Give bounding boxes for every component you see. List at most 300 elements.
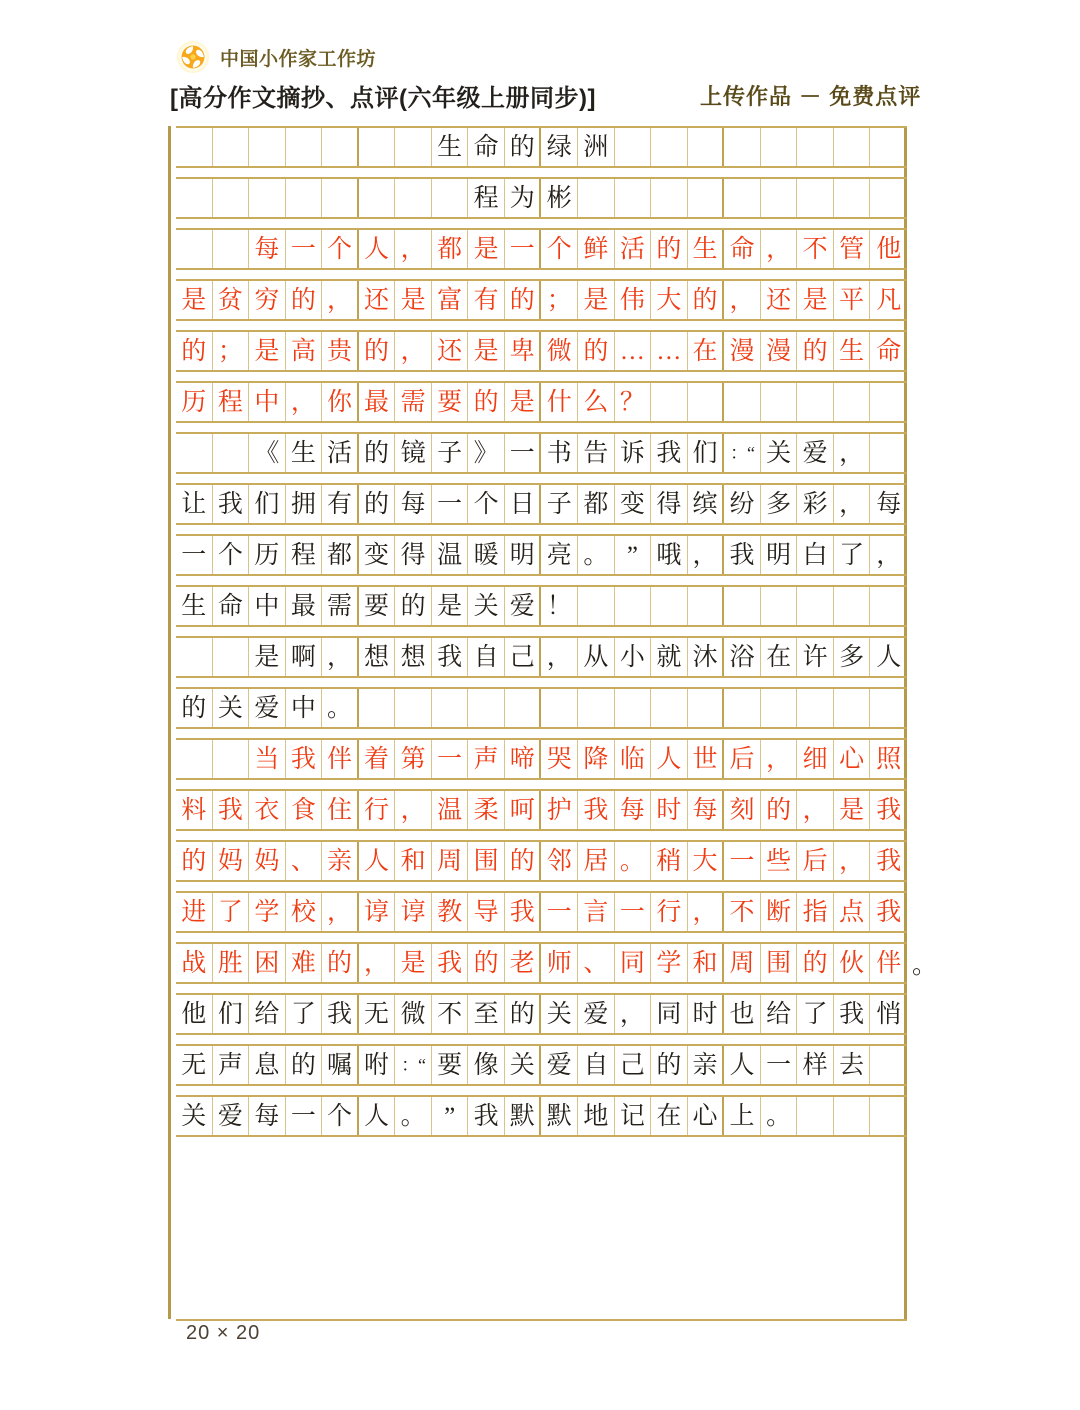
grid-cell: 命 [468,128,505,166]
grid-cell: 诉 [615,434,652,472]
grid-cell: 有 [468,281,505,319]
grid-cell: 了 [797,995,834,1033]
grid-cell: 呵 [505,791,542,829]
grid-cell [651,128,688,166]
grid-cell: 命 [876,337,902,365]
grid-cell: 和 [395,842,432,880]
grid-cell: 爱 [578,995,615,1033]
grid-cell: 管 [834,230,871,268]
grid-cell: 的 [505,995,542,1033]
grid-cell [834,587,871,625]
grid-cell: ：“ [395,1046,432,1084]
grid-cell: 啼 [505,740,542,778]
hanging-punctuation: 。 [912,952,938,979]
grid-cell: 多 [761,485,798,523]
grid-cell: 记 [615,1097,652,1135]
grid-cell: 穷 [249,281,286,319]
grid-row [171,330,904,381]
grid-cell: 导 [468,893,505,931]
grid-row [171,942,938,993]
grid-cell: ， [797,791,834,829]
grid-cell: 的 [286,1046,323,1084]
grid-cell: 临 [615,740,652,778]
grid-cell: 生 [834,332,871,370]
grid-cell: 行 [651,893,688,931]
grid-cell: 要 [359,587,396,625]
grid-cell: 像 [468,1046,505,1084]
grid-cell: 围 [468,842,505,880]
grid-cell: 在 [688,332,725,370]
grid-row [171,381,904,432]
grid-cell: 洲 [578,128,615,166]
grid-cell [761,587,798,625]
grid-row-gap [176,423,907,432]
grid-cell: 个 [468,485,505,523]
grid-cell: 一 [286,230,323,268]
grid-cell: ， [395,230,432,268]
grid-cell: 沐 [688,638,725,676]
grid-cell [834,689,871,727]
grid-cell: 们 [249,485,286,523]
grid-row-cells [176,381,907,423]
grid-cell: 谆 [395,893,432,931]
grid-cell: 爱 [249,689,286,727]
grid-cell: 第 [395,740,432,778]
grid-cell: 的 [505,281,542,319]
grid-cell: 周 [724,944,761,982]
grid-cell [249,128,286,166]
grid-cell: 妈 [249,842,286,880]
swirl-logo-icon [176,40,210,74]
grid-cell: 在 [651,1097,688,1135]
grid-cell: 是 [432,587,469,625]
grid-cell: 爱 [213,1097,250,1135]
grid-cell: 都 [578,485,615,523]
grid-cell [797,587,834,625]
grid-row-gap [176,576,907,585]
grid-cell: ； [213,332,250,370]
grid-cell [395,179,432,217]
grid-cell: 默 [505,1097,542,1135]
grid-cell: 《 [249,434,286,472]
grid-row-gap [176,678,907,687]
grid-cell: 和 [688,944,725,982]
grid-cell [834,128,871,166]
grid-cell: 照 [876,745,902,773]
grid-cell: 的 [359,485,396,523]
grid-cell: 伴 [876,949,902,977]
grid-cell: 悄 [876,1000,902,1028]
grid-cell: 许 [797,638,834,676]
grid-cell: 邻 [541,842,578,880]
grid-cell: 了 [213,893,250,931]
grid-cell: 一 [286,1097,323,1135]
grid-cell: 的 [578,332,615,370]
grid-cell: 还 [359,281,396,319]
grid-cell [176,434,213,472]
grid-cell: 哦 [651,536,688,574]
grid-cell: ， [834,434,871,472]
grid-row-gap [176,1137,907,1146]
grid-cell [870,434,907,472]
grid-row [171,636,904,687]
grid-cell: 程 [286,536,323,574]
grid-cell: 个 [322,1097,359,1135]
grid-cell: 个 [322,230,359,268]
grid-cell: 不 [724,893,761,931]
grid-cell: 一 [432,485,469,523]
grid-cell: 变 [615,485,652,523]
grid-cell: 给 [249,995,286,1033]
grid-cell: 鲜 [578,230,615,268]
grid-cell [615,587,652,625]
grid-cell: ， [834,842,871,880]
grid-row [171,483,904,534]
grid-cell: 周 [432,842,469,880]
grid-cell: 一 [724,842,761,880]
grid-cell [578,179,615,217]
grid-cell: 伙 [834,944,871,982]
grid-cell: 、 [286,842,323,880]
grid-cell [797,689,834,727]
grid-cell [724,128,761,166]
grid-cell [359,128,396,166]
grid-cell [651,689,688,727]
grid-cell: 人 [359,842,396,880]
grid-row-cells [176,789,907,831]
grid-cell [286,128,323,166]
grid-row [171,789,904,840]
grid-cell [395,689,432,727]
grid-size-label: 20 × 20 [186,1322,261,1344]
grid-cell: 点 [834,893,871,931]
grid-cell: ， [761,230,798,268]
grid-cell: 我 [213,485,250,523]
grid-row [171,279,904,330]
grid-cell [724,587,761,625]
grid-cell: 每 [249,230,286,268]
grid-row-gap [176,933,907,942]
grid-cell: 是 [834,791,871,829]
grid-cell: 一 [505,230,542,268]
grid-cell: ” [432,1097,469,1135]
grid-cell: 后 [724,740,761,778]
grid-cell: 缤 [688,485,725,523]
grid-cell: 同 [651,995,688,1033]
grid-cell: ， [359,944,396,982]
grid-cell: 。 [395,1097,432,1135]
grid-cell [870,689,907,727]
grid-cell [761,179,798,217]
grid-cell: 无 [176,1046,213,1084]
grid-cell: 的 [359,332,396,370]
grid-cell [505,689,542,727]
grid-cell: 的 [505,842,542,880]
grid-cell: 人 [359,1097,396,1135]
grid-cell: 一 [505,434,542,472]
grid-cell [834,1097,871,1135]
grid-cell: ， [395,332,432,370]
grid-cell: 关 [176,1097,213,1135]
grid-cell: 他 [176,995,213,1033]
grid-cell: 稍 [651,842,688,880]
grid-cell [176,230,213,268]
grid-cell: 镜 [395,434,432,472]
grid-row [171,534,904,585]
grid-cell [213,179,250,217]
grid-cell: ， [615,995,652,1033]
grid-cell [578,689,615,727]
grid-cell: 我 [876,847,902,875]
grid-cell: 至 [468,995,505,1033]
grid-cell [870,1097,907,1135]
grid-cell: 的 [651,1046,688,1084]
grid-row [171,228,904,279]
grid-cell: 是 [797,281,834,319]
grid-cell: 贵 [322,332,359,370]
grid-cell: ” [615,536,652,574]
grid-cell: 校 [286,893,323,931]
grid-cell: 温 [432,536,469,574]
grid-cell: 最 [286,587,323,625]
grid-cell: 细 [797,740,834,778]
grid-row-cells [176,993,907,1035]
grid-cell: 的 [797,332,834,370]
grid-cell: 心 [688,1097,725,1135]
grid-cell [322,179,359,217]
grid-cell: 的 [322,944,359,982]
grid-cell: 需 [395,383,432,421]
grid-cell: 子 [432,434,469,472]
grid-row [171,993,904,1044]
grid-cell [761,383,798,421]
grid-row-gap [176,372,907,381]
grid-cell: 高 [286,332,323,370]
grid-cell: 息 [249,1046,286,1084]
grid-cell [724,689,761,727]
grid-cell: 人 [876,643,902,671]
grid-cell: 他 [876,235,902,263]
grid-cell: ， [286,383,323,421]
grid-cell [651,383,688,421]
grid-row-gap [176,729,907,738]
grid-cell: 柔 [468,791,505,829]
grid-cell: 去 [834,1046,871,1084]
grid-cell: ； [541,281,578,319]
grid-cell: 生 [688,230,725,268]
grid-cell: 断 [761,893,798,931]
grid-cell: 当 [249,740,286,778]
grid-cell: 卑 [505,332,542,370]
grid-cell [395,128,432,166]
grid-row-cells [176,840,907,882]
grid-cell: ， [688,893,725,931]
grid-cell [797,128,834,166]
grid-cell: 学 [249,893,286,931]
grid-cell: 每 [249,1097,286,1135]
grid-cell: 程 [213,383,250,421]
grid-cell [176,179,213,217]
grid-cell: 无 [359,995,396,1033]
grid-cell: 。 [322,689,359,727]
grid-row-gap [176,882,907,891]
grid-cell: 命 [213,587,250,625]
grid-cell [432,689,469,727]
grid-cell: 绿 [541,128,578,166]
grid-cell: … [615,332,652,370]
grid-cell [176,740,213,778]
grid-cell [797,1097,834,1135]
grid-cell: 贫 [213,281,250,319]
grid-cell: 最 [359,383,396,421]
grid-row [171,840,904,891]
grid-cell: 哭 [541,740,578,778]
grid-cell: 心 [834,740,871,778]
grid-cell: 是 [578,281,615,319]
grid-cell: 亲 [688,1046,725,1084]
grid-cell: ， [395,791,432,829]
grid-cell: 子 [541,485,578,523]
grid-row-gap [176,321,907,330]
grid-cell: 我 [651,434,688,472]
grid-cell: 的 [797,944,834,982]
grid-cell: 中 [249,587,286,625]
grid-cell: 我 [876,796,902,824]
grid-cell: 妈 [213,842,250,880]
grid-cell [213,128,250,166]
grid-cell: 一 [432,740,469,778]
grid-cell: 关 [468,587,505,625]
grid-row-cells [176,228,907,270]
grid-cell: 居 [578,842,615,880]
grid-cell: 生 [432,128,469,166]
grid-cell: 有 [322,485,359,523]
grid-row-cells [176,279,907,321]
grid-cell: 程 [468,179,505,217]
grid-cell: 》 [468,434,505,472]
grid-row [171,738,904,789]
grid-row [171,891,904,942]
grid-cell: 不 [797,230,834,268]
grid-cell [322,128,359,166]
grid-cell: 爱 [797,434,834,472]
grid-row-cells [176,330,907,372]
grid-cell [834,383,871,421]
grid-row-gap [176,1035,907,1044]
grid-cell: ， [761,740,798,778]
grid-cell [615,689,652,727]
grid-cell: 命 [724,230,761,268]
grid-cell: ， [322,638,359,676]
grid-cell: 样 [797,1046,834,1084]
grid-row-cells [176,177,907,219]
grid-cell: ， [876,541,902,569]
grid-cell: ：“ [724,434,761,472]
grid-cell: 我 [468,1097,505,1135]
grid-cell: 嘱 [322,1046,359,1084]
grid-cell: 的 [176,689,213,727]
grid-cell: 围 [761,944,798,982]
grid-cell: 教 [432,893,469,931]
grid-cell: ， [541,638,578,676]
grid-cell [578,587,615,625]
grid-cell: 多 [834,638,871,676]
grid-row [171,432,904,483]
grid-cell: 关 [505,1046,542,1084]
grid-cell: 着 [359,740,396,778]
grid-cell: 我 [834,995,871,1033]
grid-cell: 还 [761,281,798,319]
grid-row-cells [176,126,907,168]
grid-cell: 彬 [541,179,578,217]
grid-cell: 还 [432,332,469,370]
grid-cell: 们 [213,995,250,1033]
grid-cell [724,383,761,421]
grid-cell: 住 [322,791,359,829]
grid-cell: 的 [176,332,213,370]
grid-cell: 。 [578,536,615,574]
grid-cell [761,128,798,166]
grid-cell: ， [322,893,359,931]
brand-name: 中国小作家工作坊 [220,48,377,70]
grid-cell: 为 [505,179,542,217]
grid-row-gap [176,627,907,636]
grid-cell: 历 [249,536,286,574]
grid-cell: 个 [213,536,250,574]
grid-cell: 温 [432,791,469,829]
grid-cell: 的 [286,281,323,319]
grid-cell: 从 [578,638,615,676]
grid-cell [213,230,250,268]
grid-cell: 降 [578,740,615,778]
grid-cell: 人 [724,1046,761,1084]
grid-cell: 每 [876,490,902,518]
grid-cell: 我 [432,944,469,982]
grid-row-gap [176,168,907,177]
grid-cell: 是 [468,230,505,268]
grid-cell [724,179,761,217]
grid-cell [797,179,834,217]
grid-cell: 生 [286,434,323,472]
grid-cell [761,689,798,727]
grid-cell: 难 [286,944,323,982]
grid-cell: 拥 [286,485,323,523]
grid-row-cells [176,483,907,525]
grid-cell: 活 [322,434,359,472]
grid-cell: ， [688,536,725,574]
grid-cell: 学 [651,944,688,982]
grid-cell: 一 [615,893,652,931]
grid-row-cells [176,432,907,474]
grid-row-gap [176,525,907,534]
grid-cell: 声 [468,740,505,778]
grid-cell: ， [834,485,871,523]
grid-row-gap [176,1086,907,1095]
grid-cell: 要 [432,1046,469,1084]
grid-cell [615,179,652,217]
grid-cell: 料 [176,791,213,829]
grid-cell [870,179,907,217]
grid-cell: 刻 [724,791,761,829]
grid-cell: 我 [724,536,761,574]
grid-cell: 食 [286,791,323,829]
grid-cell: 了 [834,536,871,574]
grid-row-gap [176,219,907,228]
grid-cell: 的 [651,230,688,268]
grid-cell: 微 [541,332,578,370]
grid-cell: 谆 [359,893,396,931]
grid-cell [541,689,578,727]
